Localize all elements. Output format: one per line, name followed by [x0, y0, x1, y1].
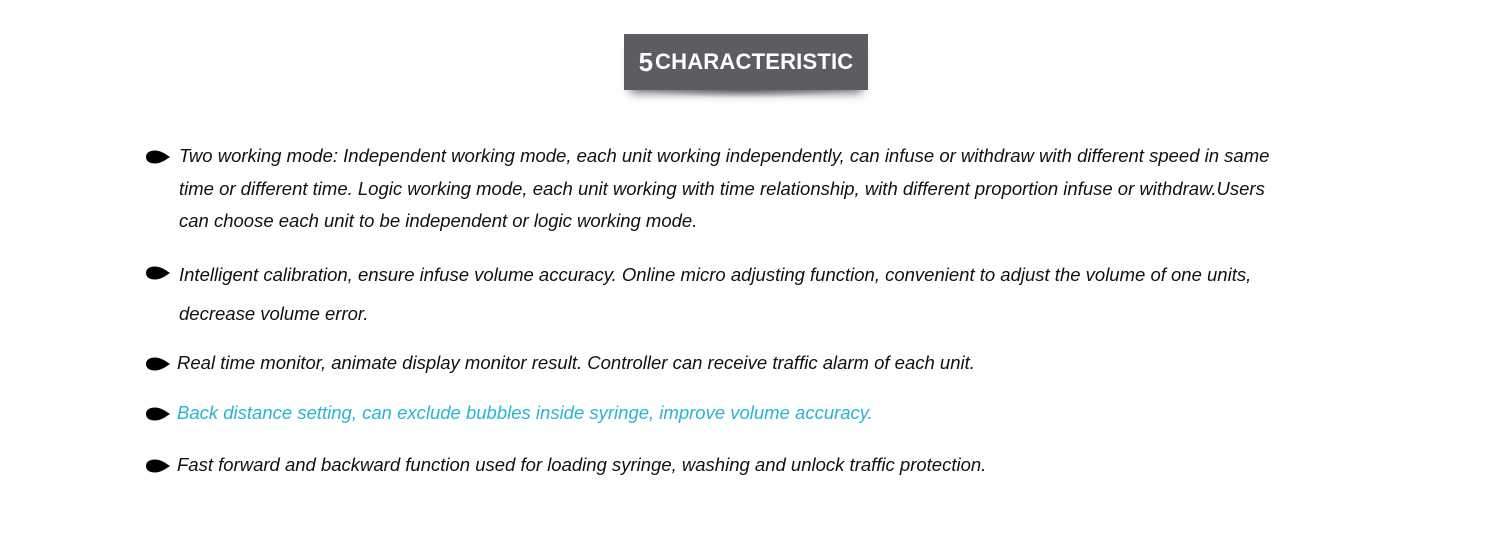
bullet-icon [145, 150, 171, 164]
feature-line: Real time monitor, animate display monitor result. Controller can receive traffic alarm of each unit. [177, 352, 975, 373]
feature-line: decrease volume error. [179, 302, 369, 324]
bullet-icon [145, 459, 171, 473]
feature-text-highlighted [177, 397, 1357, 430]
feature-line: Back distance setting, can exclude bubbles inside syringe, improve volume accuracy. [177, 402, 873, 423]
section-title: CHARACTERISTIC [655, 49, 854, 74]
feature-text [177, 347, 1357, 380]
feature-line: Fast forward and backward function used for loading syringe, washing and unlock traffic protection. [177, 454, 987, 475]
bullet-icon [145, 357, 171, 371]
section-number: 5 [638, 46, 654, 77]
feature-line: Two working mode: Independent working mode, each unit working independently, can infuse or withdraw with different speed in same [179, 145, 1270, 166]
feature-line: can choose each unit to be independent or logic working mode. [179, 210, 698, 231]
feature-text [177, 449, 1357, 482]
bullet-icon [145, 266, 171, 280]
section-banner [624, 34, 868, 90]
feature-line: Intelligent calibration, ensure infuse volume accuracy. Online micro adjusting function, convenient to adjust the volume of one units, [179, 264, 1252, 285]
feature-text [179, 256, 1359, 333]
feature-text [179, 140, 1359, 238]
bullet-icon [145, 407, 171, 421]
feature-line: time or different time. Logic working mode, each unit working with time relationship, with different proportion infuse or withdraw.Users [179, 177, 1265, 199]
